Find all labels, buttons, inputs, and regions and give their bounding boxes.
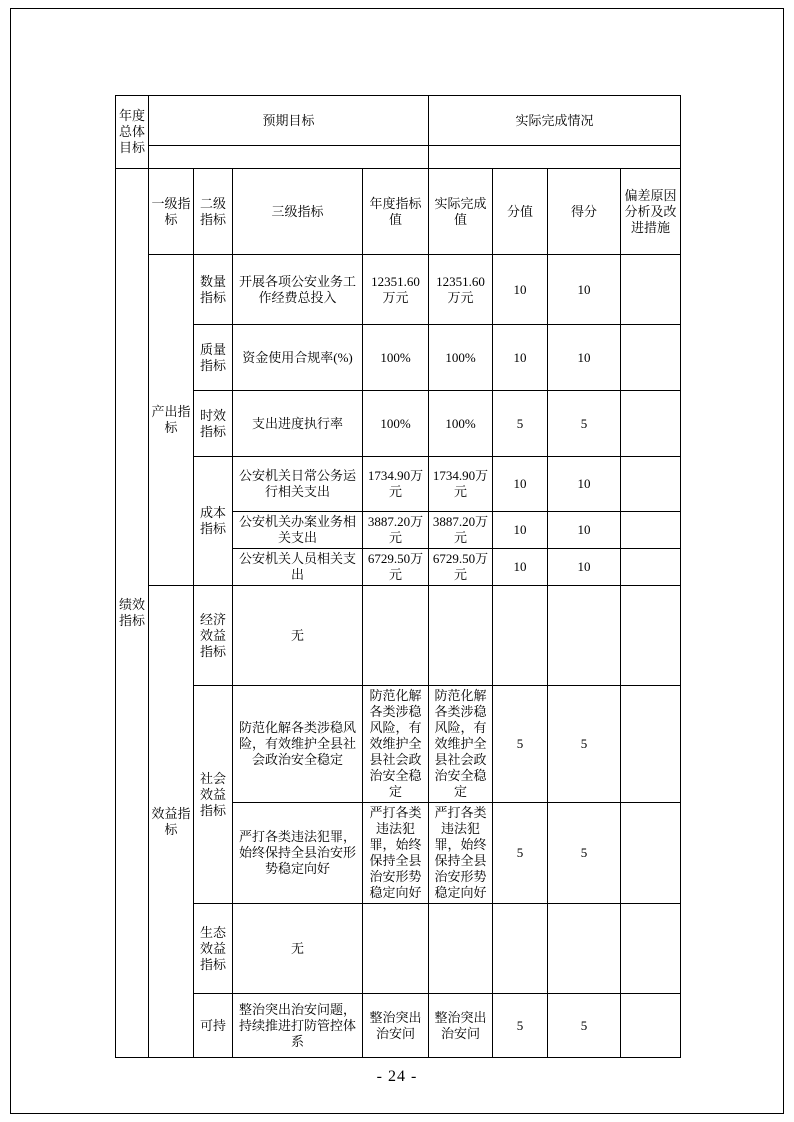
cell-l3: 支出进度执行率 (233, 391, 363, 457)
cell-actual-value: 防范化解各类涉稳风险，有效维护全县社会政治安全稳定 (429, 686, 493, 803)
cell-deviation (621, 686, 681, 803)
cell-l3: 开展各项公安业务工作经费总投入 (233, 255, 363, 325)
cell-actual-value (429, 904, 493, 994)
cell-actual-value: 3887.20万元 (429, 512, 493, 549)
table-row (116, 686, 681, 803)
cell-l2: 质量指标 (194, 325, 233, 391)
cell-l2: 生态效益指标 (194, 904, 233, 994)
cell-actual-value: 1734.90万元 (429, 457, 493, 512)
cell-score: 10 (493, 255, 548, 325)
cell-l3: 无 (233, 586, 363, 686)
cell-deviation (621, 391, 681, 457)
cell-l2: 社会效益指标 (194, 686, 233, 904)
table-row (116, 586, 681, 686)
header-score: 分值 (493, 169, 548, 255)
table-row (116, 457, 681, 512)
cell-l2: 成本指标 (194, 457, 233, 586)
table-row (116, 325, 681, 391)
expected-goal-header: 预期目标 (149, 96, 429, 146)
cell-deviation (621, 904, 681, 994)
cell-annual-value (363, 904, 429, 994)
page-number: - 24 - (376, 1068, 418, 1085)
cell-annual-value: 1734.90万元 (363, 457, 429, 512)
top-header-row (116, 96, 681, 146)
cell-actual-value: 6729.50万元 (429, 549, 493, 586)
cell-l3: 公安机关日常公务运行相关支出 (233, 457, 363, 512)
cell-l2: 经济效益指标 (194, 586, 233, 686)
cell-actual-value: 100% (429, 325, 493, 391)
cell-annual-value: 100% (363, 391, 429, 457)
cell-points (548, 904, 621, 994)
indicator-header-row (116, 169, 681, 255)
cell-deviation (621, 325, 681, 391)
actual-completion-cell (429, 146, 681, 169)
cell-deviation (621, 549, 681, 586)
cell-score (493, 586, 548, 686)
cell-annual-value: 6729.50万元 (363, 549, 429, 586)
cell-deviation (621, 512, 681, 549)
cell-score: 5 (493, 686, 548, 803)
performance-table (115, 95, 681, 1058)
cell-l1: 产出指标 (149, 255, 194, 586)
cell-score: 10 (493, 549, 548, 586)
cell-deviation (621, 255, 681, 325)
top-empty-row (116, 146, 681, 169)
cell-l3: 无 (233, 904, 363, 994)
table-row (116, 255, 681, 325)
header-l1: 一级指标 (149, 169, 194, 255)
cell-deviation (621, 803, 681, 904)
cell-l3: 公安机关办案业务相关支出 (233, 512, 363, 549)
cell-l2: 时效指标 (194, 391, 233, 457)
table-row (116, 904, 681, 994)
table-row (116, 391, 681, 457)
cell-score (493, 904, 548, 994)
cell-actual-value (429, 586, 493, 686)
cell-score: 5 (493, 803, 548, 904)
annual-goal-label: 年度总体目标 (116, 96, 149, 169)
cell-annual-value: 防范化解各类涉稳风险，有效维护全县社会政治安全稳定 (363, 686, 429, 803)
cell-l2: 可持 (194, 994, 233, 1058)
cell-score: 5 (493, 994, 548, 1058)
header-points: 得分 (548, 169, 621, 255)
cell-l2: 数量指标 (194, 255, 233, 325)
cell-deviation (621, 994, 681, 1058)
cell-annual-value: 12351.60万元 (363, 255, 429, 325)
cell-actual-value: 12351.60万元 (429, 255, 493, 325)
cell-l3: 防范化解各类涉稳风险，有效维护全县社会政治安全稳定 (233, 686, 363, 803)
cell-l3: 资金使用合规率(%) (233, 325, 363, 391)
cell-points: 10 (548, 255, 621, 325)
cell-points: 10 (548, 325, 621, 391)
cell-annual-value: 100% (363, 325, 429, 391)
expected-goal-cell (149, 146, 429, 169)
cell-actual-value: 严打各类违法犯罪，始终保持全县治安形势稳定向好 (429, 803, 493, 904)
cell-annual-value: 3887.20万元 (363, 512, 429, 549)
cell-deviation (621, 457, 681, 512)
header-l2: 二级指标 (194, 169, 233, 255)
cell-annual-value (363, 586, 429, 686)
cell-l3: 公安机关人员相关支出 (233, 549, 363, 586)
cell-actual-value: 整治突出治安问 (429, 994, 493, 1058)
cell-points: 5 (548, 994, 621, 1058)
cell-annual-value: 严打各类违法犯罪，始终保持全县治安形势稳定向好 (363, 803, 429, 904)
cell-score: 10 (493, 512, 548, 549)
cell-points: 10 (548, 512, 621, 549)
header-annual-value: 年度指标值 (363, 169, 429, 255)
cell-points: 5 (548, 391, 621, 457)
cell-l3: 整治突出治安问题，持续推进打防管控体系 (233, 994, 363, 1058)
header-l3: 三级指标 (233, 169, 363, 255)
cell-points (548, 586, 621, 686)
cell-points: 5 (548, 686, 621, 803)
cell-score: 10 (493, 457, 548, 512)
cell-points: 5 (548, 803, 621, 904)
cell-l1: 效益指标 (149, 586, 194, 1058)
cell-score: 10 (493, 325, 548, 391)
cell-score: 5 (493, 391, 548, 457)
cell-l3: 严打各类违法犯罪，始终保持全县治安形势稳定向好 (233, 803, 363, 904)
performance-group-label: 绩效指标 (116, 169, 149, 1058)
cell-actual-value: 100% (429, 391, 493, 457)
cell-points: 10 (548, 549, 621, 586)
table-row (116, 994, 681, 1058)
header-actual-value: 实际完成值 (429, 169, 493, 255)
cell-deviation (621, 586, 681, 686)
cell-points: 10 (548, 457, 621, 512)
header-deviation: 偏差原因分析及改进措施 (621, 169, 681, 255)
actual-completion-header: 实际完成情况 (429, 96, 681, 146)
cell-annual-value: 整治突出治安问 (363, 994, 429, 1058)
